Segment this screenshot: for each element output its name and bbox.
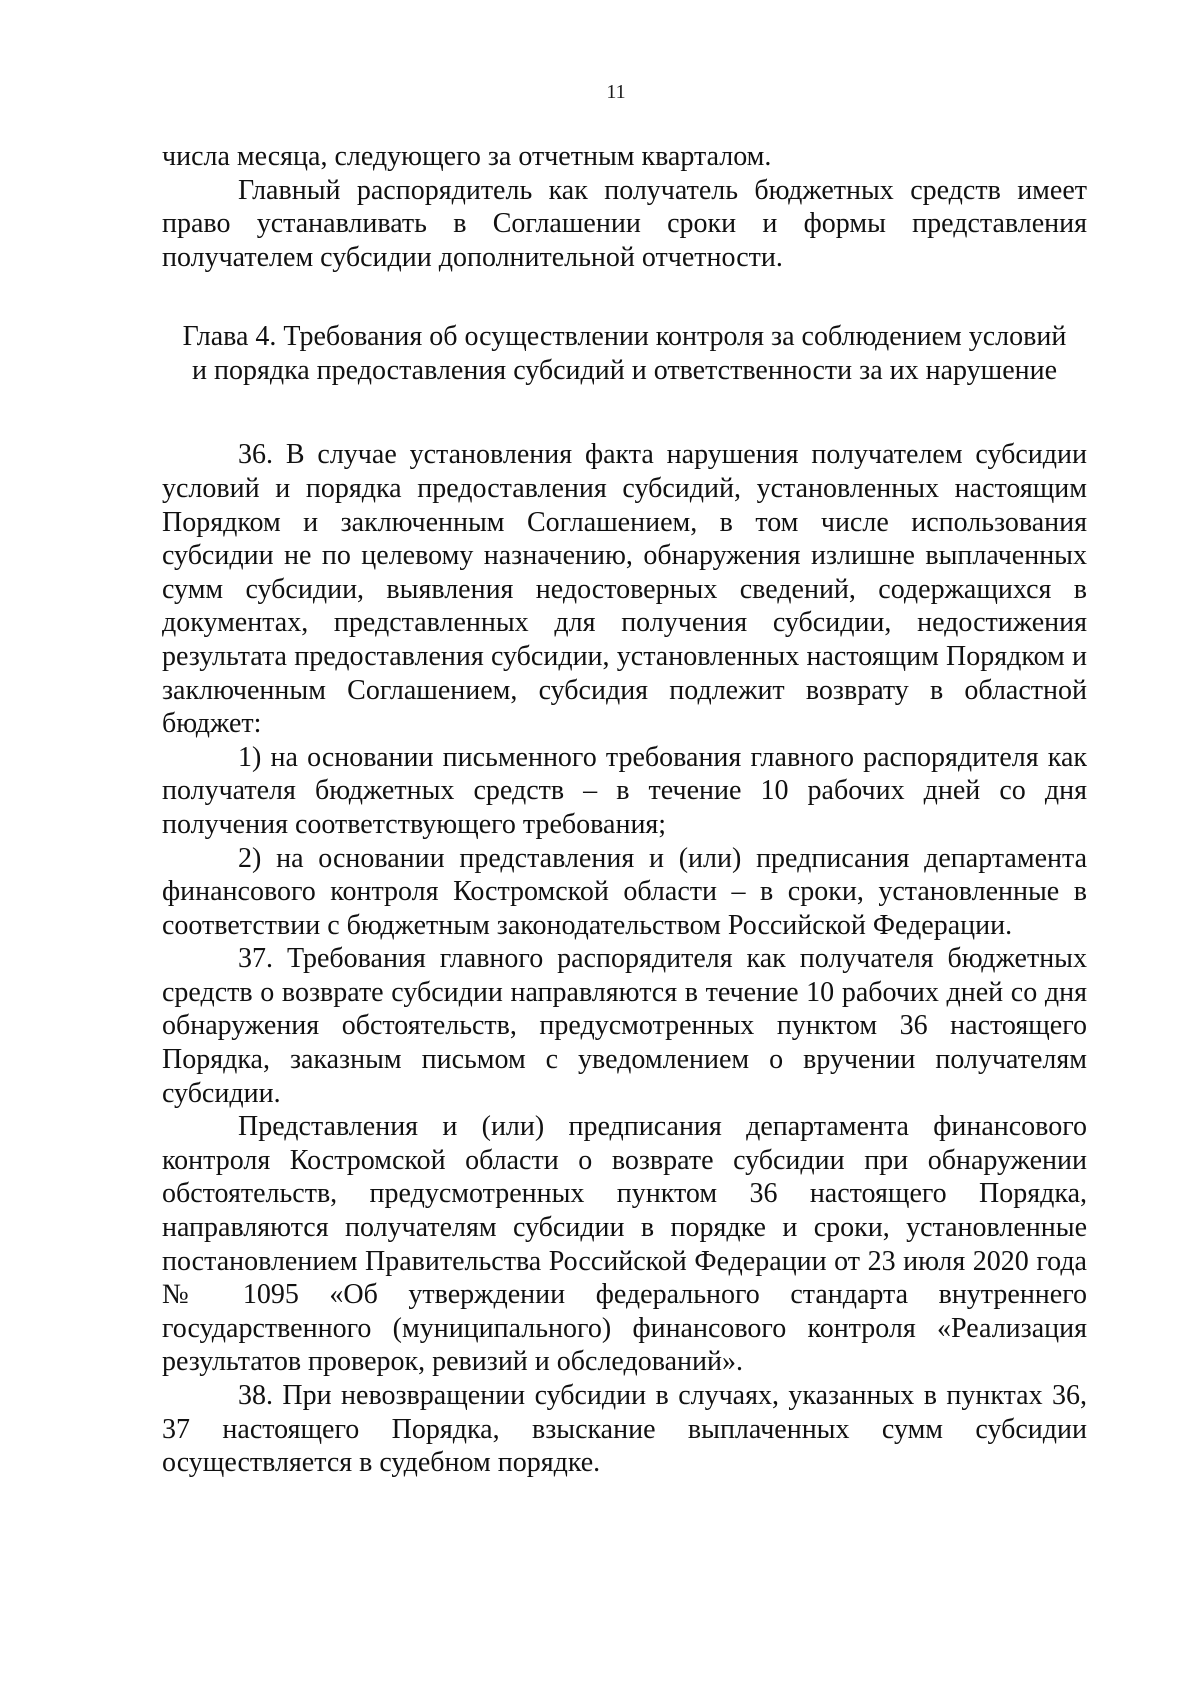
paragraph-item-37-representations: Представления и (или) предписания департамента финансового контроля Костромской области о возврате субсидии при обнаружении обстоятельств, предусмотренных пунктом 36 настоящего Порядка, направляются получателям субсидии в порядке и сроки, установленные постановлением Правительства Российской Федерации от 23 июля 2020 года № 1095 «Об утверждении федерального стандарта внутреннего государственного (муниципального) финансового контроля «Реализация результатов проверок, ревизий и обследований». (162, 1111, 1087, 1378)
paragraph-item-38: 38. При невозвращении субсидии в случаях, указанных в пунктах 36, 37 настоящего Порядка, взыскание выплаченных сумм субсидии осуществляется в судебном порядке. (162, 1380, 1087, 1479)
chapter-heading-line-2: и порядка предоставления субсидий и ответственности за их нарушение (191, 355, 1058, 387)
document-body (162, 140, 1087, 1480)
chapter-heading (162, 320, 1087, 388)
paragraph-item-36-sub-1: 1) на основании письменного требования главного распорядителя как получателя бюджетных средств – в течение 10 рабочих дней со дня получения соответствующего требования; (162, 741, 1087, 840)
paragraph-item-37: 37. Требования главного распорядителя как получателя бюджетных средств о возврате субсидии направляются в течение 10 рабочих дней со дня обнаружения обстоятельств, предусмотренных пунктом 36 настоящего Порядка, заказным письмом с уведомлением о вручении получателям субсидии. (162, 943, 1087, 1109)
paragraph-item-36: 36. В случае установления факта нарушения получателем субсидии условий и порядка предоставления субсидий, установленных настоящим Порядком и заключенным Соглашением, в том числе использования субсидии не по целевому назначению, обнаружения излишне выплаченных сумм субсидии, выявления недостоверных сведений, содержащихся в документах, представленных для получения субсидии, недостижения результата предоставления субсидии, установленных настоящим Порядком и заключенным Соглашением, субсидия подлежит возврату в областной бюджет: (162, 439, 1087, 740)
paragraph-continuation: числа месяца, следующего за отчетным кварталом. (162, 141, 772, 172)
paragraph-item-36-sub-2: 2) на основании представления и (или) предписания департамента финансового контроля Костромской области – в сроки, установленные в соответствии с бюджетным законодательством Российской Федерации. (162, 842, 1087, 941)
page-number: 11 (606, 81, 626, 103)
paragraph-reporting-rights: Главный распорядитель как получатель бюджетных средств имеет право устанавливать в Соглашении сроки и формы представления получателем субсидии дополнительной отчетности. (162, 174, 1087, 273)
chapter-heading-line-1: Глава 4. Требования об осуществлении контроля за соблюдением условий (182, 321, 1067, 353)
